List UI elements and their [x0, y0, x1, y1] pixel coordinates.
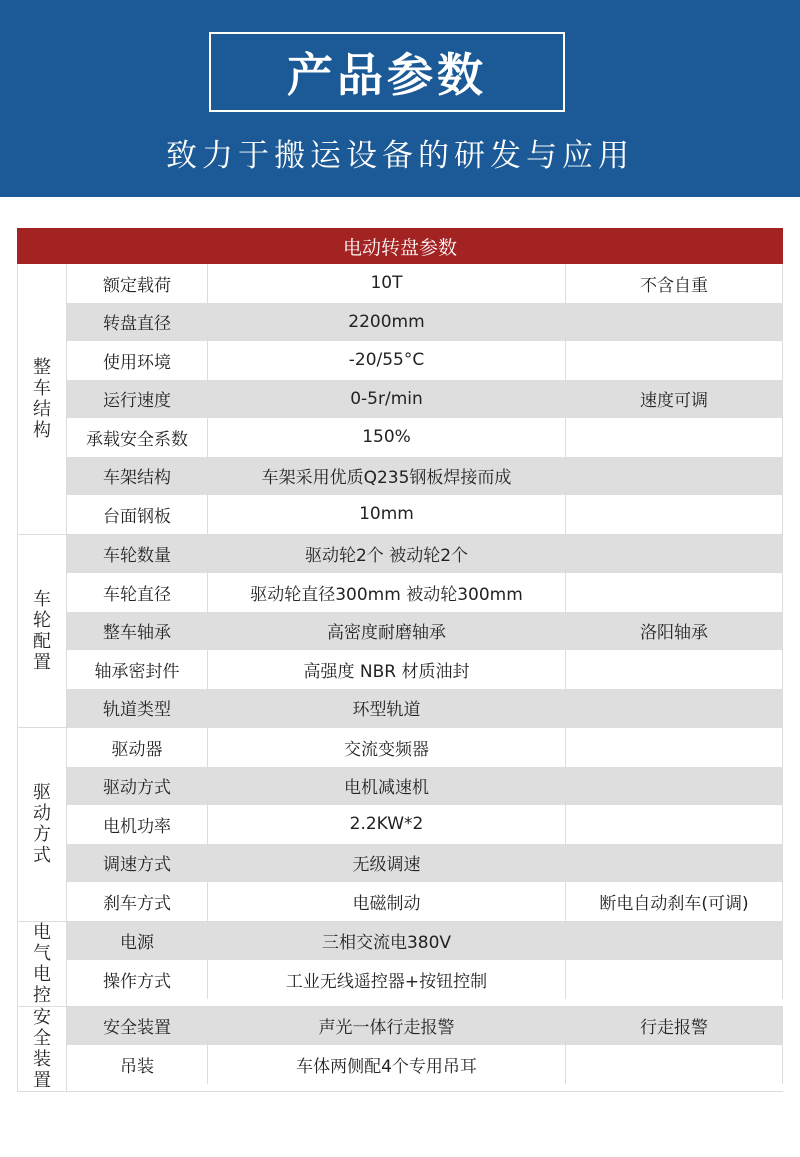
group-label [17, 535, 67, 728]
table-row [67, 650, 783, 689]
cell-value: 0-5r/min [208, 380, 566, 419]
cell-name: 轨道类型 [67, 689, 208, 728]
cell-value: 车体两侧配4个专用吊耳 [208, 1045, 566, 1084]
spec-group [17, 1007, 783, 1092]
table-row [67, 805, 783, 844]
cell-name: 电机功率 [67, 805, 208, 844]
table-row [67, 535, 783, 574]
cell-note [566, 535, 783, 574]
cell-name: 车轮数量 [67, 535, 208, 574]
cell-note [566, 418, 783, 457]
cell-value: 三相交流电380V [208, 922, 566, 961]
cell-note [566, 960, 783, 999]
table-row [67, 689, 783, 728]
cell-value: 高密度耐磨轴承 [208, 612, 566, 651]
group-label-text: 驱动方式 [33, 782, 51, 867]
cell-note: 行走报警 [566, 1007, 783, 1046]
cell-note [566, 689, 783, 728]
cell-note [566, 303, 783, 342]
cell-name: 使用环境 [67, 341, 208, 380]
cell-value: 2200mm [208, 303, 566, 342]
spec-group [17, 922, 783, 1007]
cell-value: 无级调速 [208, 844, 566, 883]
cell-name: 承载安全系数 [67, 418, 208, 457]
table-row [67, 457, 783, 496]
spec-table [17, 228, 783, 1092]
table-row [67, 728, 783, 767]
table-row [67, 380, 783, 419]
table-row [67, 767, 783, 806]
cell-value: 10mm [208, 495, 566, 534]
group-label-text: 车轮配置 [33, 588, 51, 673]
table-row [67, 612, 783, 651]
spec-group [17, 535, 783, 729]
table-row [67, 844, 783, 883]
header-banner [0, 0, 800, 197]
cell-value: -20/55°C [208, 341, 566, 380]
cell-name: 电源 [67, 922, 208, 961]
cell-note [566, 495, 783, 534]
cell-name: 台面钢板 [67, 495, 208, 534]
cell-name: 安全装置 [67, 1007, 208, 1046]
cell-note [566, 457, 783, 496]
cell-value: 交流变频器 [208, 728, 566, 767]
cell-note [566, 805, 783, 844]
cell-name: 运行速度 [67, 380, 208, 419]
cell-name: 额定载荷 [67, 264, 208, 303]
cell-name: 整车轴承 [67, 612, 208, 651]
cell-note [566, 844, 783, 883]
cell-note [566, 650, 783, 689]
cell-name: 轴承密封件 [67, 650, 208, 689]
spec-group [17, 728, 783, 922]
group-label [17, 728, 67, 921]
page-subtitle: 致力于搬运设备的研发与应用 [166, 138, 634, 174]
cell-value: 电机减速机 [208, 767, 566, 806]
cell-value: 10T [208, 264, 566, 303]
table-heading: 电动转盘参数 [17, 228, 783, 264]
table-row [67, 960, 783, 999]
cell-value: 驱动轮直径300mm 被动轮300mm [208, 573, 566, 612]
cell-value: 环型轨道 [208, 689, 566, 728]
cell-name: 操作方式 [67, 960, 208, 999]
page-title: 产品参数 [209, 32, 565, 112]
group-label-text: 整车结构 [33, 356, 51, 441]
spec-group [17, 264, 783, 535]
cell-value: 工业无线遥控器+按钮控制 [208, 960, 566, 999]
table-row [67, 264, 783, 303]
cell-name: 刹车方式 [67, 882, 208, 921]
table-row [67, 573, 783, 612]
group-label [17, 922, 67, 1006]
cell-note [566, 728, 783, 767]
cell-note [566, 1045, 783, 1084]
table-row [67, 418, 783, 457]
cell-note: 洛阳轴承 [566, 612, 783, 651]
cell-name: 转盘直径 [67, 303, 208, 342]
table-row [67, 1007, 783, 1046]
cell-value: 高强度 NBR 材质油封 [208, 650, 566, 689]
cell-name: 驱动方式 [67, 767, 208, 806]
table-row [67, 303, 783, 342]
table-row [67, 922, 783, 961]
cell-note [566, 767, 783, 806]
cell-name: 调速方式 [67, 844, 208, 883]
cell-value: 驱动轮2个 被动轮2个 [208, 535, 566, 574]
cell-value: 150% [208, 418, 566, 457]
cell-note: 速度可调 [566, 380, 783, 419]
group-label [17, 264, 67, 534]
cell-note: 不含自重 [566, 264, 783, 303]
table-row [67, 495, 783, 534]
cell-note [566, 922, 783, 961]
cell-name: 驱动器 [67, 728, 208, 767]
group-label [17, 1007, 67, 1091]
cell-note [566, 573, 783, 612]
group-label-text: 电气电控 [33, 921, 51, 1006]
table-row [67, 1045, 783, 1084]
table-row [67, 341, 783, 380]
cell-note: 断电自动刹车(可调) [566, 882, 783, 921]
cell-name: 车轮直径 [67, 573, 208, 612]
cell-value: 声光一体行走报警 [208, 1007, 566, 1046]
cell-value: 2.2KW*2 [208, 805, 566, 844]
group-label-text: 安全装置 [33, 1006, 51, 1091]
cell-value: 车架采用优质Q235钢板焊接而成 [208, 457, 566, 496]
cell-note [566, 341, 783, 380]
cell-name: 吊装 [67, 1045, 208, 1084]
cell-name: 车架结构 [67, 457, 208, 496]
cell-value: 电磁制动 [208, 882, 566, 921]
table-row [67, 882, 783, 921]
